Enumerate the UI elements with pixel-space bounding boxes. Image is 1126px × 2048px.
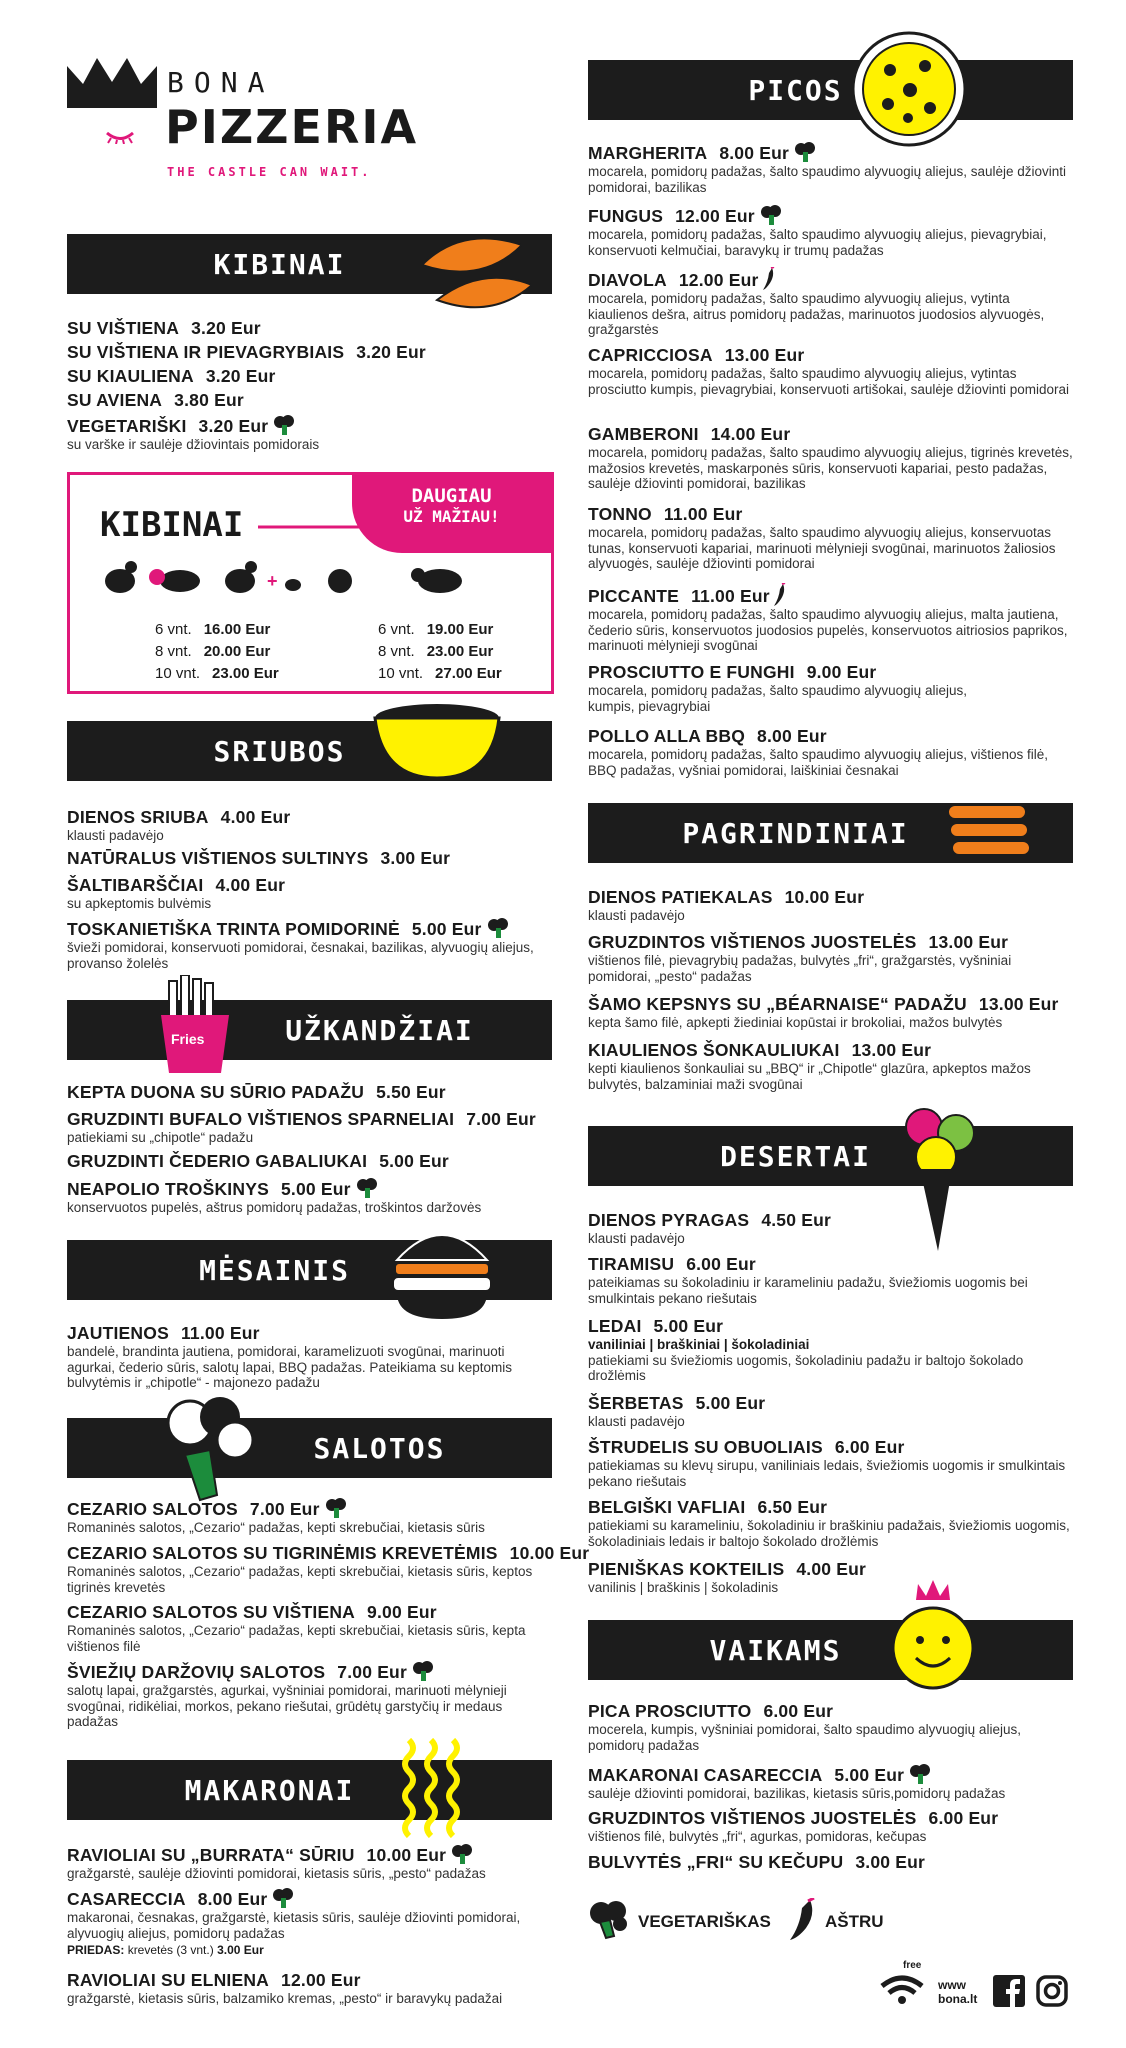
- desertai-item-name: PIENIŠKAS KOKTEILIS 4.00 Eur: [588, 1559, 867, 1579]
- desertai-item-name: ŠTRUDELIS SU OBUOLIAIS 6.00 Eur: [588, 1437, 905, 1457]
- uzkandziai-item-desc: konservuotos pupelės, aštrus pomidorų padažas, troškintos daržovės: [67, 1200, 482, 1215]
- svg-text:+: +: [267, 571, 278, 591]
- vaikams-item-desc: saulėje džiovinti pomidorai, bazilikas, kietasis sūris,pomidorų padažas: [588, 1786, 1006, 1801]
- vaikams-item-name: MAKARONAI CASARECCIA 5.00 Eur: [588, 1763, 1073, 1786]
- picos-item-name: TONNO 11.00 Eur: [588, 504, 743, 524]
- sriubos-item-desc: klausti padavėjo: [67, 828, 164, 843]
- picos-item-desc: mocarela, pomidorų padažas, šalto spaudimo alyvuogių aliejus, vištienos filė, BBQ padažas, vyšniai pomidorai, laiškiniai česnakai: [588, 747, 1048, 778]
- section-header-vaikams: VAIKAMS: [588, 1620, 1073, 1680]
- salotos-item-name: ŠVIEŽIŲ DARŽOVIŲ SALOTOS 7.00 Eur: [67, 1660, 552, 1683]
- kibinai-item-name: SU KIAULIENA 3.20 Eur: [67, 366, 276, 386]
- pagrindiniai-item-name: DIENOS PATIEKALAS 10.00 Eur: [588, 887, 865, 907]
- picos-item-name: FUNGUS 12.00 Eur: [588, 204, 1073, 227]
- uzkandziai-item-name: NEAPOLIO TROŠKINYS 5.00 Eur: [67, 1177, 552, 1200]
- vaikams-item-desc: vištienos filė, bulvytės „fri“, agurkas, pomidoras, kečupas: [588, 1829, 927, 1844]
- mesainis-item-desc: bandelė, brandinta jautiena, pomidorai, karamelizuoti svogūnai, marinuoti agurkai, čederio sūris, salotų lapai, BBQ padažas. Pateikiama su keptomis bulvytėmis ir „chipotle“ - majonezo padažu: [67, 1344, 512, 1390]
- smiley-icon: [888, 1578, 978, 1693]
- sriubos-item-name: NATŪRALUS VIŠTIENOS SULTINYS 3.00 Eur: [67, 848, 451, 868]
- desertai-item-desc: klausti padavėjo: [588, 1414, 685, 1429]
- picos-item-desc: mocarela, pomidorų padažas, šalto spaudimo alyvuogių aliejus, vytintas prosciutto kumpis, pievagrybiai, konservuoti artišokai, saulėje džiovinti pomidorai: [588, 366, 1069, 397]
- kibinai-item-desc: su varške ir saulėje džiovintais pomidorais: [67, 437, 320, 452]
- pagrindiniai-item-desc: kepta šamo filė, apkepti žiediniai kopūstai ir brokoliai, mažos bulvytės: [588, 1015, 1003, 1030]
- desertai-item-desc: klausti padavėjo: [588, 1231, 685, 1246]
- sriubos-item-name: DIENOS SRIUBA 4.00 Eur: [67, 807, 291, 827]
- chili-icon: [762, 267, 776, 291]
- pagrindiniai-item-desc: kepti kiaulienos šonkauliai su „BBQ“ ir „Chipotle“ glazūra, apkeptos mažos bulvytės, balzaminiai maži svogūnai: [588, 1061, 1031, 1092]
- sriubos-item-desc: švieži pomidorai, konservuoti pomidorai, česnakai, bazilikas, alyvuogių aliejus, provanso žolelės: [67, 940, 534, 971]
- desertai-item-name: LEDAI 5.00 Eur: [588, 1316, 724, 1336]
- kibinai-item-name: SU VIŠTIENA 3.20 Eur: [67, 318, 261, 338]
- pagrindiniai-item-name: GRUZDINTOS VIŠTIENOS JUOSTELĖS 13.00 Eur: [588, 932, 1009, 952]
- wifi-icon: [878, 1972, 926, 2006]
- vaikams-item-desc: mocerela, kumpis, vyšniniai pomidorai, šalto spaudimo alyvuogių aliejus, pomidorų padažas: [588, 1722, 1021, 1753]
- desertai-item-name: ŠERBETAS 5.00 Eur: [588, 1393, 766, 1413]
- picos-item-desc: mocarela, pomidorų padažas, šalto spaudimo alyvuogių aliejus, kumpis, pievagrybiai: [588, 683, 967, 714]
- salotos-item-name: CEZARIO SALOTOS 7.00 Eur: [67, 1497, 552, 1520]
- pizza-icon: [850, 30, 968, 148]
- section-header-desertai: DESERTAI: [588, 1126, 1073, 1186]
- broccoli-icon: [759, 204, 783, 226]
- picos-item-name: GAMBERONI 14.00 Eur: [588, 424, 791, 444]
- broccoli-icon: [324, 1497, 348, 1519]
- desertai-item-desc: patiekiami su šviežiomis uogomis, šokoladiniu padažu ir baltojo šokolado drožlėmis: [588, 1352, 1024, 1383]
- free-wifi-label: free: [903, 1960, 922, 1971]
- uzkandziai-item-name: GRUZDINTI ČEDERIO GABALIUKAI 5.00 Eur: [67, 1151, 449, 1171]
- picos-item-name: PROSCIUTTO E FUNGHI 9.00 Eur: [588, 662, 877, 682]
- broccoli-icon: [272, 414, 296, 436]
- kibinai-item-name: SU VIŠTIENA IR PIEVAGRYBIAIS 3.20 Eur: [67, 342, 426, 362]
- picos-item-desc: mocarela, pomidorų padažas, šalto spaudimo alyvuogių aliejus, tigrinės krevetės, mažosios krevetės, maskarponės sūris, konservuoti kapariai, pesto padažas, saulėje džiovinti pomidorai, bazilikas: [588, 445, 1073, 491]
- section-header-uzkandziai: UŽKANDŽIAI: [67, 1000, 552, 1060]
- section-header-picos: PICOS: [588, 60, 1073, 120]
- makaronai-item-desc: makaronai, česnakas, gražgarstė, kietasis sūris, saulėje džiovinti pomidorai, alyvuogių aliejus, pomidorų padažas: [67, 1910, 521, 1941]
- section-header-sriubos: SRIUBOS: [67, 721, 552, 781]
- desertai-item-desc: pateikiamas su šokoladiniu ir karameliniu padažu, šviežiomis uogomis bei smulkintais pekano riešutais: [588, 1275, 1028, 1306]
- broccoli-icon: [271, 1887, 295, 1909]
- section-header-salotos: SALOTOS: [67, 1418, 552, 1478]
- desertai-item-name: DIENOS PYRAGAS 4.50 Eur: [588, 1210, 832, 1230]
- soup-bowl-icon: [367, 700, 507, 780]
- makaronai-item-desc: gražgarstė, kietasis sūris, balzamiko kremas, „pesto“ ir baravykų padažai: [67, 1991, 503, 2006]
- broccoli-large-icon: [155, 1395, 260, 1505]
- makaronai-item-desc: gražgarstė, saulėje džiovinti pomidorai, kietasis sūris, „pesto“ padažas: [67, 1866, 486, 1881]
- fries-icon: [155, 975, 235, 1075]
- makaronai-item-name: RAVIOLIAI SU „BURRATA“ SŪRIU 10.00 Eur: [67, 1843, 552, 1866]
- kibinai-icon: [412, 225, 542, 315]
- kibinai-item-name: VEGETARIŠKI 3.20 Eur: [67, 414, 552, 437]
- desertai-item-name: TIRAMISU 6.00 Eur: [588, 1254, 756, 1274]
- sriubos-item-name: ŠALTIBARŠČIAI 4.00 Eur: [67, 875, 286, 895]
- brand-line2: PIZZERIA: [165, 100, 419, 154]
- crown-icon: [67, 58, 157, 108]
- pagrindiniai-item-desc: vištienos filė, pievagrybių padažas, bulvytės „fri“, gražgarstės, vyšniniai pomidorai, „pesto“ padažas: [588, 953, 1012, 984]
- sriubos-item-name: TOSKANIETIŠKA TRINTA POMIDORINĖ 5.00 Eur: [67, 917, 552, 940]
- pagrindiniai-item-desc: klausti padavėjo: [588, 908, 685, 923]
- broccoli-icon: [486, 917, 510, 939]
- mesainis-item-name: JAUTIENOS 11.00 Eur: [67, 1323, 260, 1343]
- vaikams-item-name: BULVYTĖS „FRI“ SU KEČUPU 3.00 Eur: [588, 1852, 926, 1872]
- promo-right-prices: 6 vnt. 19.00 Eur 8 vnt. 23.00 Eur 10 vnt. 27.00 Eur: [378, 621, 502, 682]
- chili-icon: [773, 583, 787, 607]
- legend-veg-label: VEGETARIŠKAS: [638, 1912, 771, 1931]
- section-header-kibinai: KIBINAI: [67, 234, 552, 294]
- website-link[interactable]: www bona.lt: [938, 1978, 978, 2006]
- desertai-item-desc: patiekiami su karameliniu, šokoladiniu ir braškiniu padažais, šviežiomis uogomis, šokoladiniais ledais ir baltojo šokolado drožlėmis: [588, 1518, 1070, 1549]
- broccoli-icon: [450, 1843, 474, 1865]
- kibinai-promo-box: [67, 472, 554, 694]
- broccoli-icon: [355, 1177, 379, 1199]
- desertai-item-name: BELGIŠKI VAFLIAI 6.50 Eur: [588, 1497, 828, 1517]
- picos-item-name: DIAVOLA 12.00 Eur: [588, 267, 1073, 291]
- vaikams-item-name: PICA PROSCIUTTO 6.00 Eur: [588, 1701, 834, 1721]
- salotos-item-desc: Romaninės salotos, „Cezario“ padažas, kepti skrebučiai, kietasis sūris, keptos tigrinės krevetės: [67, 1564, 533, 1595]
- uzkandziai-item-name: KEPTA DUONA SU SŪRIO PADAŽU 5.50 Eur: [67, 1082, 446, 1102]
- picos-item-desc: mocarela, pomidorų padažas, šalto spaudimo alyvuogių aliejus, saulėje džiovinti pomidorai, bazilikas: [588, 164, 1067, 195]
- salotos-item-name: CEZARIO SALOTOS SU VIŠTIENA 9.00 Eur: [67, 1602, 437, 1622]
- animals-icon: [95, 557, 505, 601]
- promo-badge: DAUGIAU UŽ MAŽIAU!: [352, 475, 551, 553]
- brand-tagline: THE CASTLE CAN WAIT.: [167, 165, 372, 179]
- desertai-item-desc: vanilinis | braškinis | šokoladinis: [588, 1580, 779, 1595]
- broccoli-icon: [793, 141, 817, 163]
- picos-item-name: MARGHERITA 8.00 Eur: [588, 141, 1073, 164]
- section-header-pagrindiniai: PAGRINDINIAI: [588, 803, 1073, 863]
- salotos-item-desc: Romaninės salotos, „Cezario“ padažas, kepti skrebučiai, kietasis sūris, kepta vištienos filė: [67, 1623, 526, 1654]
- picos-item-name: PICCANTE 11.00 Eur: [588, 583, 1073, 607]
- picos-item-name: POLLO ALLA BBQ 8.00 Eur: [588, 726, 827, 746]
- chili-legend-icon: [788, 1898, 818, 1942]
- picos-item-desc: mocarela, pomidorų padažas, šalto spaudimo alyvuogių aliejus, konservuotas tunas, konservuoti kapariai, marinuoti mėlynieji svogūnai, marinuotos žaliosios alyvuogės, saulėje džiovinti pomidorai: [588, 525, 1056, 571]
- brand-line1: BONA: [167, 66, 275, 99]
- facebook-icon[interactable]: [993, 1975, 1025, 2007]
- pagrindiniai-item-name: KIAULIENOS ŠONKAULIUKAI 13.00 Eur: [588, 1040, 932, 1060]
- picos-item-desc: mocarela, pomidorų padažas, šalto spaudimo alyvuogių aliejus, pievagrybiai, konservuoti kelmučiai, baravykų ir trumų padažas: [588, 227, 1047, 258]
- salotos-item-desc: Romaninės salotos, „Cezario“ padažas, kepti skrebučiai, kietasis sūris: [67, 1520, 485, 1535]
- desertai-item-desc: patiekiamas su klevų sirupu, vaniliniais ledais, šviežiomis uogomis ir smulkintais pekano riešutais: [588, 1458, 1066, 1489]
- picos-item-desc: mocarela, pomidorų padažas, šalto spaudimo alyvuogių aliejus, malta jautiena, čederio sūris, konservuotos juodosios pupelės, konservuotos aitriosios paprikos, marinuoti mėlynieji svogūnai: [588, 607, 1068, 653]
- pagrindiniai-item-name: ŠAMO KEPSNYS SU „BÉARNAISE“ PADAŽU 13.00 Eur: [588, 994, 1059, 1014]
- uzkandziai-item-desc: patiekiami su „chipotle“ padažu: [67, 1130, 254, 1145]
- broccoli-legend-icon: [588, 1900, 630, 1940]
- salotos-item-desc: salotų lapai, gražgarstės, agurkai, vyšniniai pomidorai, marinuoti mėlynieji svogūnai, ridikėliai, morkos, pekano riešutai, grūdėtų garstyčių ir medaus padažas: [67, 1683, 507, 1729]
- eyelash-icon: [105, 130, 135, 144]
- desertai-item-sub: vaniliniai | braškiniai | šokoladiniai: [588, 1337, 810, 1352]
- sriubos-item-desc: su apkeptomis bulvėmis: [67, 896, 212, 911]
- promo-title: KIBINAI: [100, 505, 244, 545]
- makaronai-item-name: RAVIOLIAI SU ELNIENA 12.00 Eur: [67, 1970, 361, 1990]
- picos-item-desc: mocarela, pomidorų padažas, šalto spaudimo alyvuogių aliejus, vytinta kiaulienos dešra, aitrus pomidorų padažas, marinuotos juodosios alyvuogės, gražgarstės: [588, 291, 1045, 337]
- fries-label: Fries: [171, 1031, 205, 1047]
- promo-left-prices: 6 vnt. 16.00 Eur 8 vnt. 20.00 Eur 10 vnt. 23.00 Eur: [155, 621, 279, 682]
- pasta-icon: [397, 1738, 467, 1848]
- legend-hot-label: AŠTRU: [825, 1912, 884, 1931]
- uzkandziai-item-name: GRUZDINTI BUFALO VIŠTIENOS SPARNELIAI 7.00 Eur: [67, 1109, 536, 1129]
- vaikams-item-name: GRUZDINTOS VIŠTIENOS JUOSTELĖS 6.00 Eur: [588, 1808, 999, 1828]
- section-header-mesainis: MĖSAINIS: [67, 1240, 552, 1300]
- broccoli-icon: [908, 1763, 932, 1785]
- section-header-makaronai: MAKARONAI: [67, 1760, 552, 1820]
- makaronai-extra: PRIEDAS: krevetės (3 vnt.) 3.00 Eur: [67, 1943, 264, 1957]
- ribs-icon: [938, 797, 1038, 867]
- burger-icon: [387, 1215, 497, 1325]
- broccoli-icon: [411, 1660, 435, 1682]
- kibinai-item-name: SU AVIENA 3.80 Eur: [67, 390, 244, 410]
- makaronai-item-name: CASARECCIA 8.00 Eur: [67, 1887, 552, 1910]
- salotos-item-name: CEZARIO SALOTOS SU TIGRINĖMIS KREVETĖMIS 10.00 Eur: [67, 1543, 590, 1563]
- picos-item-name: CAPRICCIOSA 13.00 Eur: [588, 345, 805, 365]
- instagram-icon[interactable]: [1036, 1975, 1068, 2007]
